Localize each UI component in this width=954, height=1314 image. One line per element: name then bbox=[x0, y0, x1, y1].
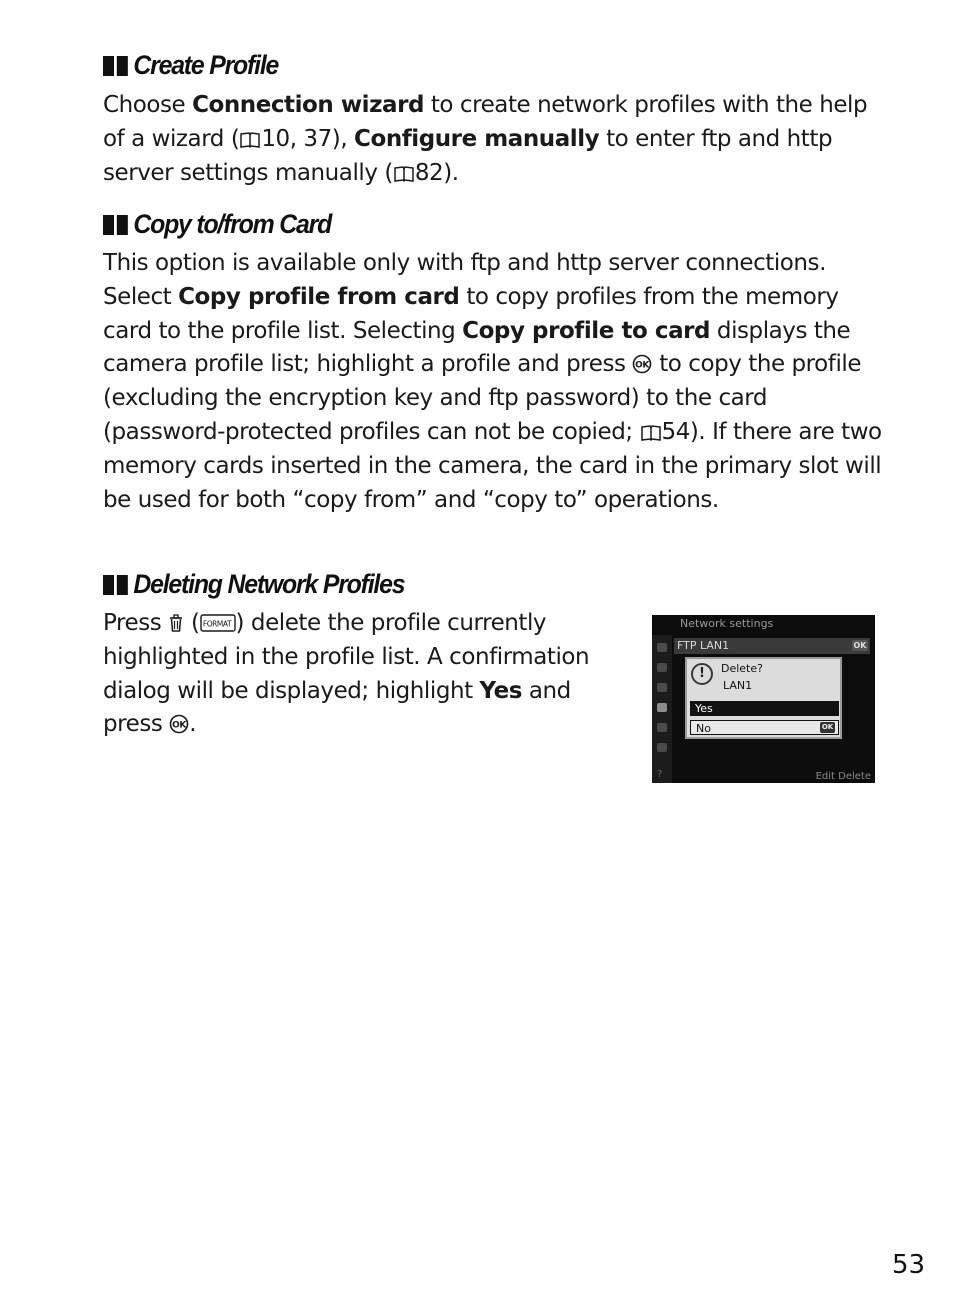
screen-menu-tabs bbox=[652, 635, 672, 783]
heading-marker-icon bbox=[103, 575, 128, 595]
create-profile-paragraph bbox=[103, 89, 883, 190]
menu-tab-icon bbox=[657, 743, 667, 752]
camera-screen-illustration bbox=[652, 615, 875, 783]
menu-tab-icon bbox=[657, 683, 667, 692]
text-span: to copy profiles from the memory card to the profile list. Selecting bbox=[103, 283, 839, 344]
trash-icon bbox=[168, 613, 184, 633]
svg-text:FORMAT: FORMAT bbox=[202, 619, 231, 629]
dialog-profile-name: LAN1 bbox=[723, 679, 753, 692]
text-span: ( bbox=[184, 610, 200, 636]
dialog-question: Delete? bbox=[721, 662, 763, 675]
menu-tab-icon bbox=[657, 703, 667, 712]
book-icon bbox=[394, 165, 414, 183]
ok-badge: OK bbox=[821, 723, 834, 731]
bold-term: Copy profile to card bbox=[462, 317, 711, 344]
svg-text:OK: OK bbox=[172, 720, 187, 731]
heading-text: Deleting Network Profiles bbox=[133, 569, 405, 599]
delete-confirmation-dialog bbox=[685, 657, 842, 739]
option-label: No bbox=[696, 722, 711, 735]
text-span: displays the camera profile list; highlight a profile and press bbox=[103, 317, 851, 378]
screen-footer-hints: Edit Delete bbox=[815, 771, 871, 782]
text-span: . bbox=[189, 711, 197, 738]
text-span: Press bbox=[103, 610, 169, 636]
heading-text: Copy to/from Card bbox=[133, 209, 332, 239]
text-span: and press bbox=[103, 677, 571, 738]
ok-button-icon bbox=[632, 354, 652, 374]
svg-text:OK: OK bbox=[635, 360, 650, 371]
dialog-option-yes: Yes bbox=[690, 701, 839, 716]
heading-marker-icon bbox=[103, 215, 128, 235]
ok-badge: OK bbox=[853, 641, 867, 650]
menu-tab-icon bbox=[657, 723, 667, 732]
help-icon: ? bbox=[657, 769, 663, 780]
warning-icon: ! bbox=[691, 663, 713, 685]
section-heading-deleting-profiles bbox=[103, 569, 404, 600]
text-span: to enter ftp and http server settings manually ( bbox=[103, 125, 833, 186]
text-span: to copy the profile (excluding the encryption key and ftp password) to the card (password-protected profiles can not be copied; bbox=[103, 351, 862, 445]
menu-tab-icon bbox=[657, 663, 667, 672]
dialog-option-no bbox=[690, 720, 839, 735]
profile-label: FTP LAN1 bbox=[677, 639, 730, 652]
text-span: to create network profiles with the help of a wizard ( bbox=[103, 92, 868, 152]
bold-term: Copy profile from card bbox=[178, 283, 460, 310]
deleting-profiles-paragraph bbox=[103, 607, 633, 742]
copy-card-paragraph bbox=[103, 247, 893, 517]
section-heading-create-profile bbox=[103, 50, 278, 81]
heading-text: Create Profile bbox=[133, 50, 279, 80]
text-span: Choose bbox=[103, 92, 193, 118]
section-heading-copy-card bbox=[103, 209, 331, 240]
menu-tab-icon bbox=[657, 643, 667, 652]
page-number: 53 bbox=[892, 1250, 926, 1280]
bold-term: Connection wizard bbox=[192, 92, 424, 118]
text-span: 10, 37), bbox=[261, 125, 355, 152]
screen-title: Network settings bbox=[680, 617, 774, 630]
bold-term: Yes bbox=[479, 677, 523, 704]
ok-button-icon bbox=[169, 714, 189, 734]
book-icon bbox=[641, 424, 661, 442]
bold-term: Configure manually bbox=[354, 125, 600, 152]
format-button-icon bbox=[200, 613, 236, 633]
text-span: 82). bbox=[414, 159, 459, 186]
text-span: This option is available only with ftp and http server connections. Select bbox=[103, 250, 826, 310]
book-icon bbox=[240, 131, 260, 149]
text-span: 54). If there are two memory cards inserted in the camera, the card in the primary slot will be used for both “copy from” and “copy to” operations. bbox=[103, 418, 882, 513]
text-span: ) delete the profile currently highlighted in the profile list. A confirmation dialog will be displayed; highlight bbox=[103, 610, 590, 704]
heading-marker-icon bbox=[103, 56, 128, 76]
selected-profile-row bbox=[674, 638, 870, 654]
